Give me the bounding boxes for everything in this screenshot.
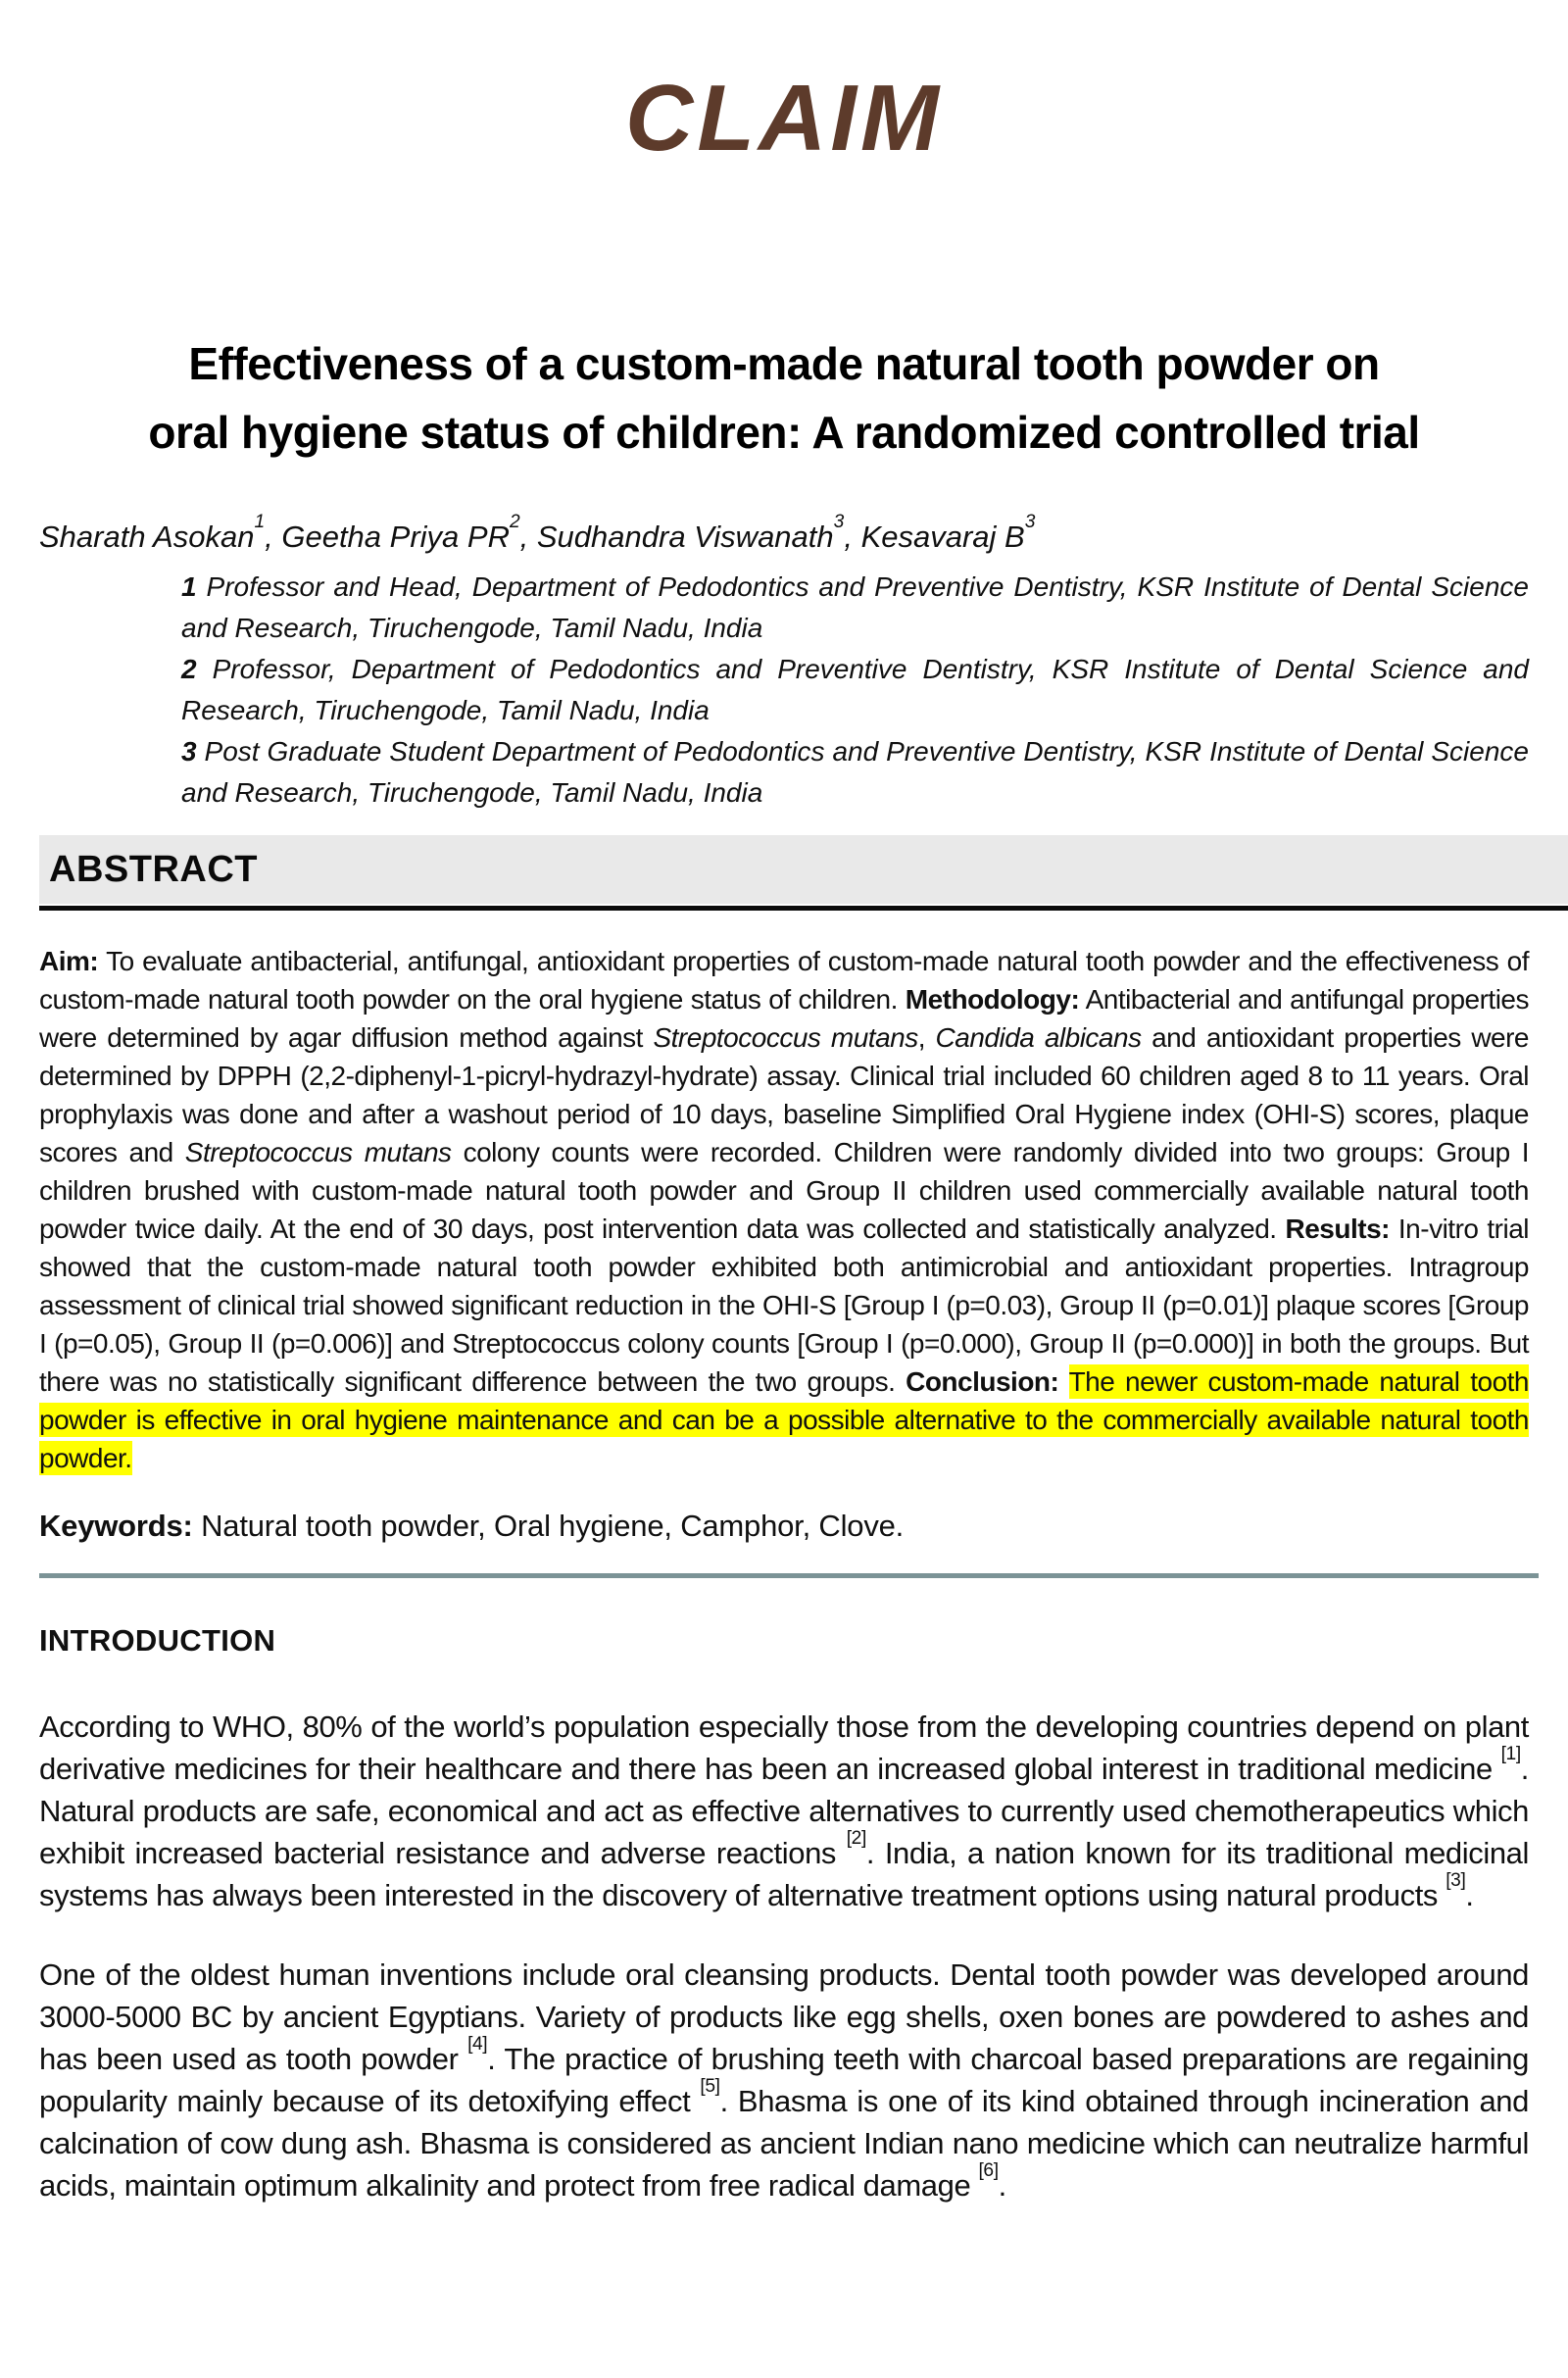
text-run: 1 bbox=[181, 571, 197, 602]
citation-ref: [2] bbox=[846, 1828, 866, 1850]
paper-page bbox=[0, 65, 1568, 2378]
abstract-section-header bbox=[39, 835, 1568, 904]
citation-ref: [5] bbox=[700, 2076, 720, 2098]
text-run: 3 bbox=[181, 736, 197, 767]
keywords-line bbox=[39, 1507, 1529, 1546]
affiliation-3 bbox=[181, 731, 1529, 814]
text-run: and antioxidant properties were determined by DPPH (2,2-diphenyl-1-picryl-hydrazyl-hydrate) assay. Clinical trial included 60 children aged 8 to 11 years. Oral prophylaxis was done and after a washout period of 10 days, baseline Simplified Oral Hygiene index (OHI-S) scores, plaque scores and bbox=[39, 1022, 1530, 1167]
author-affil-ref: 3 bbox=[833, 512, 845, 533]
text-run: Natural tooth powder, Oral hygiene, Camphor, Clove. bbox=[192, 1509, 905, 1543]
text-run: colony counts were recorded. Children were randomly divided into two groups: Group I children brushed with custom-made natural tooth powder and Group II children used commercially available natural tooth powder twice daily. At the end of 30 days, post intervention data was collected and statistically analyzed. bbox=[39, 1137, 1529, 1244]
text-run: . The practice of brushing teeth with charcoal based preparations are regaining popularity mainly because of its detoxifying effect bbox=[39, 2042, 1529, 2118]
text-run: Streptococcus mutans bbox=[653, 1022, 918, 1053]
affiliation-2 bbox=[181, 649, 1529, 731]
text-run: Sharath Asokan bbox=[39, 520, 255, 554]
affiliations-block bbox=[39, 567, 1529, 814]
text-run: , Kesavaraj B bbox=[844, 520, 1025, 554]
claim-journal-logo: CLAIM bbox=[625, 66, 943, 171]
intro-paragraph-2 bbox=[39, 1954, 1529, 2206]
intro-paragraph-1 bbox=[39, 1706, 1529, 1916]
text-run: , bbox=[917, 1022, 936, 1053]
text-run: Candida albicans bbox=[935, 1022, 1142, 1053]
text-run: Aim: bbox=[39, 946, 99, 976]
text-run: Keywords: bbox=[39, 1509, 193, 1543]
text-run: Professor, Department of Pedodontics and Preventive Dentistry, KSR Institute of Dental Science and Research, Tiruchengode, Tamil Nadu, India bbox=[181, 654, 1529, 725]
text-run: In-vitro trial showed that the custom-made natural tooth powder exhibited both antimicrobial and antioxidant properties. Intragroup assessment of clinical trial showed significant reduction in the OHI-S [Group I (p=0.03), Group II (p=0.01)] plaque scores [Group I (p=0.05), Group II (p=0.006)] and Streptococcus colony counts [Group I (p=0.000), Group II (p=0.000)] in both the groups. But there was no statistically significant difference between the two groups. bbox=[39, 1214, 1530, 1397]
text-run: Methodology: bbox=[905, 984, 1080, 1015]
text-run: . Natural products are safe, economical and act as effective alternatives to currently used chemotherapeutics which exhibit increased bacterial resistance and adverse reactions bbox=[39, 1752, 1529, 1870]
text-run: According to WHO, 80% of the world’s population especially those from the developing countries depend on plant derivative medicines for their healthcare and there has been an increased global interest in traditional medicine bbox=[39, 1709, 1529, 1786]
text-run: . bbox=[998, 2168, 1006, 2203]
text-run: Results: bbox=[1285, 1214, 1390, 1244]
citation-ref: [1] bbox=[1500, 1744, 1521, 1765]
abstract-paragraph bbox=[39, 942, 1529, 1477]
citation-ref: [3] bbox=[1446, 1870, 1466, 1892]
text-run: Professor and Head, Department of Pedodontics and Preventive Dentistry, KSR Institute of Dental Science and Research, Tiruchengode, Tamil Nadu, India bbox=[181, 571, 1529, 643]
text-run: , Sudhandra Viswanath bbox=[519, 520, 834, 554]
text-run: Antibacterial and antifungal properties were determined by agar diffusion method against bbox=[39, 984, 1529, 1053]
introduction-heading: INTRODUCTION bbox=[39, 1623, 276, 1658]
text-run: . bbox=[1465, 1878, 1474, 1912]
author-affil-ref: 1 bbox=[254, 512, 266, 533]
text-run: . Bhasma is one of its kind obtained through incineration and calcination of cow dung ash. Bhasma is considered as ancient Indian nano medicine which can neutralize harmful acids, maintain optimum alkalinity and protect from free radical damage bbox=[39, 2084, 1529, 2203]
text-run bbox=[1058, 1366, 1068, 1397]
author-affil-ref: 3 bbox=[1024, 512, 1036, 533]
citation-ref: [4] bbox=[467, 2034, 488, 2056]
text-run: To evaluate antibacterial, antifungal, antioxidant properties of custom-made natural tooth powder and the effectiveness of custom-made natural tooth powder on the oral hygiene status of children. bbox=[39, 946, 1529, 1015]
text-run: , Geetha Priya PR bbox=[265, 520, 510, 554]
text-run: . India, a nation known for its traditional medicinal systems has always been interested in the discovery of alternative treatment options using natural products bbox=[39, 1836, 1529, 1912]
author-affil-ref: 2 bbox=[509, 512, 520, 533]
conclusion-highlight: The newer custom-made natural tooth powder is effective in oral hygiene maintenance and can be a possible alternative to the commercially available natural tooth powder. bbox=[39, 1366, 1529, 1473]
citation-ref: [6] bbox=[978, 2160, 999, 2182]
text-run: Post Graduate Student Department of Pedodontics and Preventive Dentistry, KSR Institute of Dental Science and Research, Tiruchengode, Tamil Nadu, India bbox=[181, 736, 1529, 808]
paper-title: Effectiveness of a custom-made natural tooth powder on oral hygiene status of children: A randomized controlled trial bbox=[148, 338, 1420, 458]
text-run: Streptococcus mutans bbox=[184, 1137, 452, 1167]
text-run: 2 bbox=[181, 654, 197, 684]
text-run: One of the oldest human inventions include oral cleansing products. Dental tooth powder was developed around 3000-5000 BC by ancient Egyptians. Variety of products like egg shells, oxen bones are powdered to ashes and has been used as tooth powder bbox=[39, 1957, 1529, 2076]
affiliation-1 bbox=[181, 567, 1529, 649]
text-run: Conclusion: bbox=[906, 1366, 1059, 1397]
section-divider-rule bbox=[39, 1573, 1539, 1578]
abstract-header-rule bbox=[39, 906, 1568, 911]
authors-line bbox=[39, 512, 1529, 557]
abstract-heading-label: ABSTRACT bbox=[49, 848, 258, 890]
